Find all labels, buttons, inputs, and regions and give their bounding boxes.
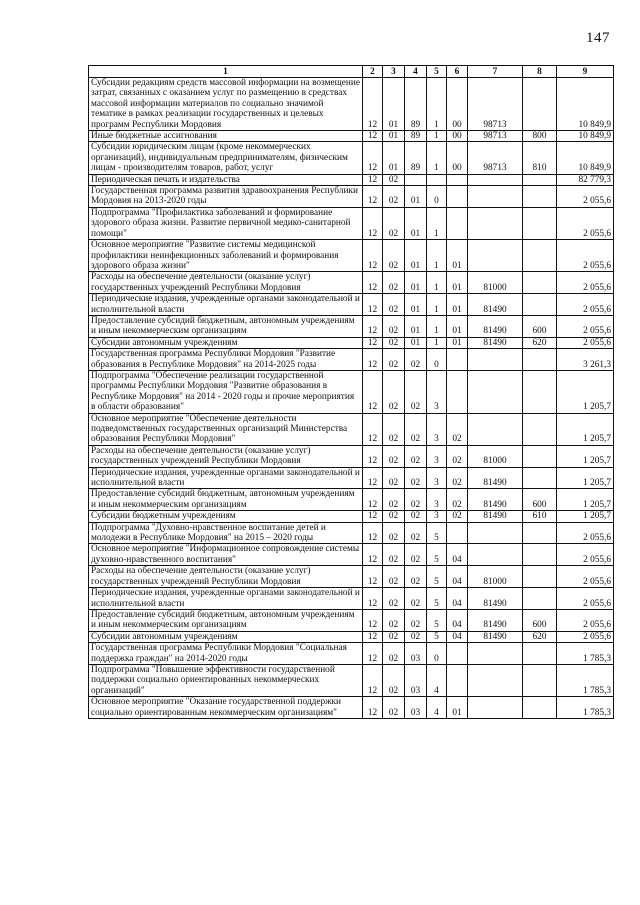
column-header: 5: [427, 66, 447, 78]
code-cell: 02: [405, 467, 427, 489]
code-cell: 12: [363, 445, 383, 467]
amount-cell: 1 785,3: [557, 643, 614, 665]
code-cell: 02: [383, 697, 405, 719]
row-label: Государственная программа Республики Мордовия "Развитие образования в Республике Мордовия" на 2014-2025 годы: [89, 349, 363, 371]
row-label: Основное мероприятие "Оказание государственной поддержки социально ориентированным некоммерческим организациям": [89, 697, 363, 719]
table-row: [89, 174, 614, 185]
code-cell: 98713: [468, 78, 523, 131]
row-label: Предоставление субсидий бюджетным, автономным учреждениям и иным некоммерческим организациям: [89, 609, 363, 631]
code-cell: [523, 643, 557, 665]
code-cell: 1: [427, 294, 447, 316]
code-cell: [447, 643, 468, 665]
code-cell: 01: [405, 240, 427, 272]
code-cell: 02: [447, 511, 468, 522]
code-cell: [468, 174, 523, 185]
code-cell: 5: [427, 609, 447, 631]
code-cell: 4: [427, 664, 447, 696]
code-cell: 1: [427, 142, 447, 174]
row-label: Субсидии бюджетным учреждениям: [89, 511, 363, 522]
code-cell: 3: [427, 413, 447, 445]
amount-cell: 1 205,7: [557, 467, 614, 489]
code-cell: 12: [363, 349, 383, 371]
code-cell: 3: [427, 445, 447, 467]
code-cell: 02: [383, 544, 405, 566]
code-cell: [447, 370, 468, 413]
code-cell: 02: [447, 489, 468, 511]
table-row: [89, 315, 614, 337]
code-cell: 89: [405, 142, 427, 174]
amount-cell: 10 849,9: [557, 142, 614, 174]
code-cell: [523, 544, 557, 566]
code-cell: 02: [405, 609, 427, 631]
code-cell: 01: [405, 207, 427, 239]
code-cell: 02: [383, 315, 405, 337]
table-row: [89, 413, 614, 445]
code-cell: 02: [383, 349, 405, 371]
code-cell: 81490: [468, 315, 523, 337]
code-cell: 81490: [468, 609, 523, 631]
code-cell: 01: [405, 315, 427, 337]
code-cell: 01: [447, 240, 468, 272]
code-cell: 98713: [468, 142, 523, 174]
code-cell: 81000: [468, 445, 523, 467]
amount-cell: 1 205,7: [557, 370, 614, 413]
row-label: Расходы на обеспечение деятельности (оказание услуг) государственных учреждений Республики Мордовия: [89, 445, 363, 467]
code-cell: 0: [427, 186, 447, 208]
amount-cell: 2 055,6: [557, 631, 614, 642]
code-cell: 01: [383, 78, 405, 131]
code-cell: 01: [447, 315, 468, 337]
code-cell: 02: [383, 631, 405, 642]
amount-cell: 2 055,6: [557, 544, 614, 566]
code-cell: [468, 664, 523, 696]
table-row: [89, 664, 614, 696]
code-cell: 00: [447, 131, 468, 142]
code-cell: 02: [383, 240, 405, 272]
code-cell: 02: [383, 664, 405, 696]
table-row: [89, 294, 614, 316]
code-cell: 12: [363, 697, 383, 719]
code-cell: [523, 186, 557, 208]
code-cell: 12: [363, 131, 383, 142]
table-row: [89, 207, 614, 239]
code-cell: [523, 566, 557, 588]
code-cell: 01: [447, 294, 468, 316]
code-cell: 81490: [468, 489, 523, 511]
row-label: Иные бюджетные ассигнования: [89, 131, 363, 142]
code-cell: [405, 174, 427, 185]
code-cell: 98713: [468, 131, 523, 142]
amount-cell: 1 785,3: [557, 664, 614, 696]
code-cell: [523, 294, 557, 316]
code-cell: 12: [363, 609, 383, 631]
code-cell: 81490: [468, 294, 523, 316]
code-cell: 04: [447, 544, 468, 566]
code-cell: [468, 643, 523, 665]
table-header-row: [89, 66, 614, 78]
code-cell: 81000: [468, 272, 523, 294]
code-cell: 12: [363, 631, 383, 642]
code-cell: 03: [405, 697, 427, 719]
code-cell: 81490: [468, 337, 523, 348]
code-cell: 1: [427, 272, 447, 294]
code-cell: 81490: [468, 631, 523, 642]
code-cell: [523, 664, 557, 696]
row-label: Субсидии автономным учреждениям: [89, 337, 363, 348]
code-cell: 12: [363, 566, 383, 588]
row-label: Государственная программа Республики Мордовия "Социальная поддержка граждан" на 2014-2020 годы: [89, 643, 363, 665]
code-cell: 12: [363, 294, 383, 316]
row-label: Периодические издания, учрежденные органами законодательной и исполнительной власти: [89, 588, 363, 610]
code-cell: 600: [523, 609, 557, 631]
amount-cell: 1 205,7: [557, 445, 614, 467]
code-cell: 3: [427, 511, 447, 522]
code-cell: 02: [405, 489, 427, 511]
table-row: [89, 489, 614, 511]
code-cell: 12: [363, 643, 383, 665]
code-cell: 12: [363, 272, 383, 294]
amount-cell: 2 055,6: [557, 186, 614, 208]
code-cell: 5: [427, 631, 447, 642]
code-cell: [523, 445, 557, 467]
row-label: Предоставление субсидий бюджетным, автономным учреждениям и иным некоммерческим организациям: [89, 315, 363, 337]
code-cell: [523, 522, 557, 544]
code-cell: 810: [523, 142, 557, 174]
code-cell: [468, 349, 523, 371]
code-cell: 03: [405, 664, 427, 696]
table-row: [89, 566, 614, 588]
code-cell: 12: [363, 511, 383, 522]
code-cell: 04: [447, 609, 468, 631]
column-header: 3: [383, 66, 405, 78]
code-cell: 12: [363, 544, 383, 566]
code-cell: 620: [523, 337, 557, 348]
column-header: 1: [89, 66, 363, 78]
code-cell: 1: [427, 78, 447, 131]
code-cell: 81490: [468, 467, 523, 489]
code-cell: [468, 186, 523, 208]
row-label: Расходы на обеспечение деятельности (оказание услуг) государственных учреждений Республики Мордовия: [89, 272, 363, 294]
amount-cell: 2 055,6: [557, 609, 614, 631]
code-cell: [447, 207, 468, 239]
column-header: 9: [557, 66, 614, 78]
code-cell: 0: [427, 349, 447, 371]
amount-cell: 1 785,3: [557, 697, 614, 719]
code-cell: 1: [427, 207, 447, 239]
code-cell: [447, 349, 468, 371]
code-cell: 01: [447, 697, 468, 719]
row-label: Предоставление субсидий бюджетным, автономным учреждениям и иным некоммерческим организациям: [89, 489, 363, 511]
row-label: Подпрограмма "Профилактика заболеваний и формирование здорового образа жизни. Развитие первичной медико-санитарной помощи": [89, 207, 363, 239]
code-cell: [447, 174, 468, 185]
code-cell: [468, 522, 523, 544]
code-cell: 02: [383, 609, 405, 631]
amount-cell: 2 055,6: [557, 337, 614, 348]
row-label: Подпрограмма "Духовно-нравственное воспитание детей и молодежи в Республике Мордовия" на 2015 – 2020 годы: [89, 522, 363, 544]
code-cell: 00: [447, 78, 468, 131]
code-cell: 02: [405, 544, 427, 566]
code-cell: 02: [383, 370, 405, 413]
code-cell: 04: [447, 566, 468, 588]
code-cell: [468, 697, 523, 719]
row-label: Субсидии автономным учреждениям: [89, 631, 363, 642]
code-cell: [468, 240, 523, 272]
amount-cell: 2 055,6: [557, 315, 614, 337]
code-cell: [523, 697, 557, 719]
code-cell: 5: [427, 544, 447, 566]
amount-cell: 2 055,6: [557, 294, 614, 316]
code-cell: 02: [383, 186, 405, 208]
code-cell: 12: [363, 588, 383, 610]
table-row: [89, 544, 614, 566]
code-cell: 04: [447, 588, 468, 610]
table-row: [89, 697, 614, 719]
code-cell: 01: [405, 337, 427, 348]
code-cell: 01: [405, 272, 427, 294]
code-cell: 02: [405, 349, 427, 371]
code-cell: [447, 186, 468, 208]
code-cell: 02: [383, 445, 405, 467]
code-cell: [468, 370, 523, 413]
amount-cell: 10 849,9: [557, 78, 614, 131]
row-label: Периодические издания, учрежденные органами законодательной и исполнительной власти: [89, 467, 363, 489]
code-cell: 89: [405, 78, 427, 131]
code-cell: 1: [427, 131, 447, 142]
code-cell: 12: [363, 142, 383, 174]
code-cell: [447, 664, 468, 696]
table-row: [89, 445, 614, 467]
table-row: [89, 370, 614, 413]
table-row: [89, 643, 614, 665]
code-cell: 1: [427, 240, 447, 272]
table-row: [89, 337, 614, 348]
code-cell: 1: [427, 337, 447, 348]
row-label: Подпрограмма "Повышение эффективности государственной поддержки социально ориентированных некоммерческих организаций": [89, 664, 363, 696]
code-cell: [523, 207, 557, 239]
code-cell: 5: [427, 588, 447, 610]
code-cell: 01: [383, 142, 405, 174]
amount-cell: 2 055,6: [557, 522, 614, 544]
code-cell: 12: [363, 207, 383, 239]
code-cell: 00: [447, 142, 468, 174]
code-cell: [468, 207, 523, 239]
table-row: [89, 272, 614, 294]
table-row: [89, 240, 614, 272]
column-header: 4: [405, 66, 427, 78]
code-cell: 02: [383, 489, 405, 511]
code-cell: 5: [427, 566, 447, 588]
code-cell: 12: [363, 522, 383, 544]
code-cell: 12: [363, 489, 383, 511]
code-cell: [523, 588, 557, 610]
row-label: Субсидии юридическим лицам (кроме некоммерческих организаций), индивидуальным предпринимателям, физическим лицам - производителям товаров, работ, услуг: [89, 142, 363, 174]
code-cell: 01: [405, 294, 427, 316]
code-cell: 02: [405, 566, 427, 588]
code-cell: 600: [523, 489, 557, 511]
amount-cell: 10 849,9: [557, 131, 614, 142]
amount-cell: 2 055,6: [557, 588, 614, 610]
amount-cell: 2 055,6: [557, 240, 614, 272]
code-cell: 02: [405, 588, 427, 610]
code-cell: 02: [383, 522, 405, 544]
code-cell: 02: [405, 370, 427, 413]
row-label: Периодические издания, учрежденные органами законодательной и исполнительной власти: [89, 294, 363, 316]
code-cell: [427, 174, 447, 185]
code-cell: 02: [383, 588, 405, 610]
code-cell: 12: [363, 370, 383, 413]
code-cell: 0: [427, 643, 447, 665]
table-row: [89, 349, 614, 371]
column-header: 2: [363, 66, 383, 78]
code-cell: 01: [383, 131, 405, 142]
column-header: 6: [447, 66, 468, 78]
code-cell: 02: [383, 643, 405, 665]
row-label: Расходы на обеспечение деятельности (оказание услуг) государственных учреждений Республики Мордовия: [89, 566, 363, 588]
code-cell: 3: [427, 489, 447, 511]
code-cell: 12: [363, 240, 383, 272]
amount-cell: 2 055,6: [557, 566, 614, 588]
code-cell: 02: [405, 522, 427, 544]
code-cell: [523, 349, 557, 371]
code-cell: 02: [405, 511, 427, 522]
table-row: [89, 609, 614, 631]
code-cell: 01: [447, 272, 468, 294]
table-row: [89, 186, 614, 208]
row-label: Периодическая печать и издательства: [89, 174, 363, 185]
code-cell: 3: [427, 467, 447, 489]
code-cell: 01: [447, 337, 468, 348]
code-cell: 02: [405, 631, 427, 642]
code-cell: 620: [523, 631, 557, 642]
amount-cell: 3 261,3: [557, 349, 614, 371]
code-cell: 600: [523, 315, 557, 337]
code-cell: 12: [363, 413, 383, 445]
code-cell: 12: [363, 315, 383, 337]
code-cell: 02: [383, 174, 405, 185]
code-cell: 12: [363, 78, 383, 131]
table-row: [89, 78, 614, 131]
code-cell: [523, 78, 557, 131]
code-cell: 02: [405, 413, 427, 445]
code-cell: 800: [523, 131, 557, 142]
code-cell: 610: [523, 511, 557, 522]
budget-table: [88, 65, 614, 719]
code-cell: [523, 413, 557, 445]
row-label: Подпрограмма "Обеспечение реализации государственной программы Республики Мордовия "Развитие образования в Республике Мордовия" на 2014 - 2020 годы и прочие мероприятия в области образования": [89, 370, 363, 413]
table-row: [89, 142, 614, 174]
code-cell: 12: [363, 186, 383, 208]
code-cell: 02: [383, 294, 405, 316]
code-cell: 02: [383, 511, 405, 522]
row-label: Основное мероприятие "Развитие системы медицинской профилактики неинфекционных заболеваний и формирования здорового образа жизни": [89, 240, 363, 272]
page-number: 147: [586, 30, 610, 46]
code-cell: [523, 240, 557, 272]
code-cell: 02: [383, 207, 405, 239]
code-cell: 04: [447, 631, 468, 642]
code-cell: 81000: [468, 566, 523, 588]
code-cell: 4: [427, 697, 447, 719]
code-cell: 12: [363, 174, 383, 185]
row-label: Основное мероприятие "Обеспечение деятельности подведомственных государственных организаций Министерства образования Республики Мордовия": [89, 413, 363, 445]
row-label: Субсидии редакциям средств массовой информации на возмещение затрат, связанных с оказанием услуг по размещению в средствах массовой информации материалов по социально значимой тематике в рамках реализации государственных и целевых программ Республики Мордовия: [89, 78, 363, 131]
table-row: [89, 631, 614, 642]
amount-cell: 2 055,6: [557, 207, 614, 239]
amount-cell: 82 779,3: [557, 174, 614, 185]
code-cell: 02: [447, 445, 468, 467]
code-cell: 02: [405, 445, 427, 467]
amount-cell: 1 205,7: [557, 489, 614, 511]
code-cell: 12: [363, 467, 383, 489]
code-cell: [523, 174, 557, 185]
table-row: [89, 511, 614, 522]
code-cell: 5: [427, 522, 447, 544]
code-cell: 12: [363, 337, 383, 348]
code-cell: [447, 522, 468, 544]
code-cell: 1: [427, 315, 447, 337]
table-row: [89, 131, 614, 142]
code-cell: 81490: [468, 511, 523, 522]
table-row: [89, 588, 614, 610]
code-cell: 03: [405, 643, 427, 665]
column-header: 7: [468, 66, 523, 78]
code-cell: [523, 467, 557, 489]
amount-cell: 2 055,6: [557, 272, 614, 294]
code-cell: 01: [405, 186, 427, 208]
code-cell: 02: [383, 467, 405, 489]
code-cell: 02: [383, 272, 405, 294]
code-cell: 02: [383, 413, 405, 445]
row-label: Государственная программа развития здравоохранения Республики Мордовия на 2013-2020 годы: [89, 186, 363, 208]
code-cell: 81490: [468, 588, 523, 610]
code-cell: [468, 413, 523, 445]
table-row: [89, 467, 614, 489]
code-cell: 02: [447, 467, 468, 489]
code-cell: [523, 272, 557, 294]
amount-cell: 1 205,7: [557, 413, 614, 445]
code-cell: 02: [447, 413, 468, 445]
column-header: 8: [523, 66, 557, 78]
code-cell: 12: [363, 664, 383, 696]
code-cell: 02: [383, 337, 405, 348]
row-label: Основное мероприятие "Информационное сопровождение системы духовно-нравственного воспитания": [89, 544, 363, 566]
table-body: [89, 78, 614, 719]
code-cell: 02: [383, 566, 405, 588]
amount-cell: 1 205,7: [557, 511, 614, 522]
code-cell: [468, 544, 523, 566]
code-cell: 3: [427, 370, 447, 413]
code-cell: 89: [405, 131, 427, 142]
code-cell: [523, 370, 557, 413]
table-row: [89, 522, 614, 544]
